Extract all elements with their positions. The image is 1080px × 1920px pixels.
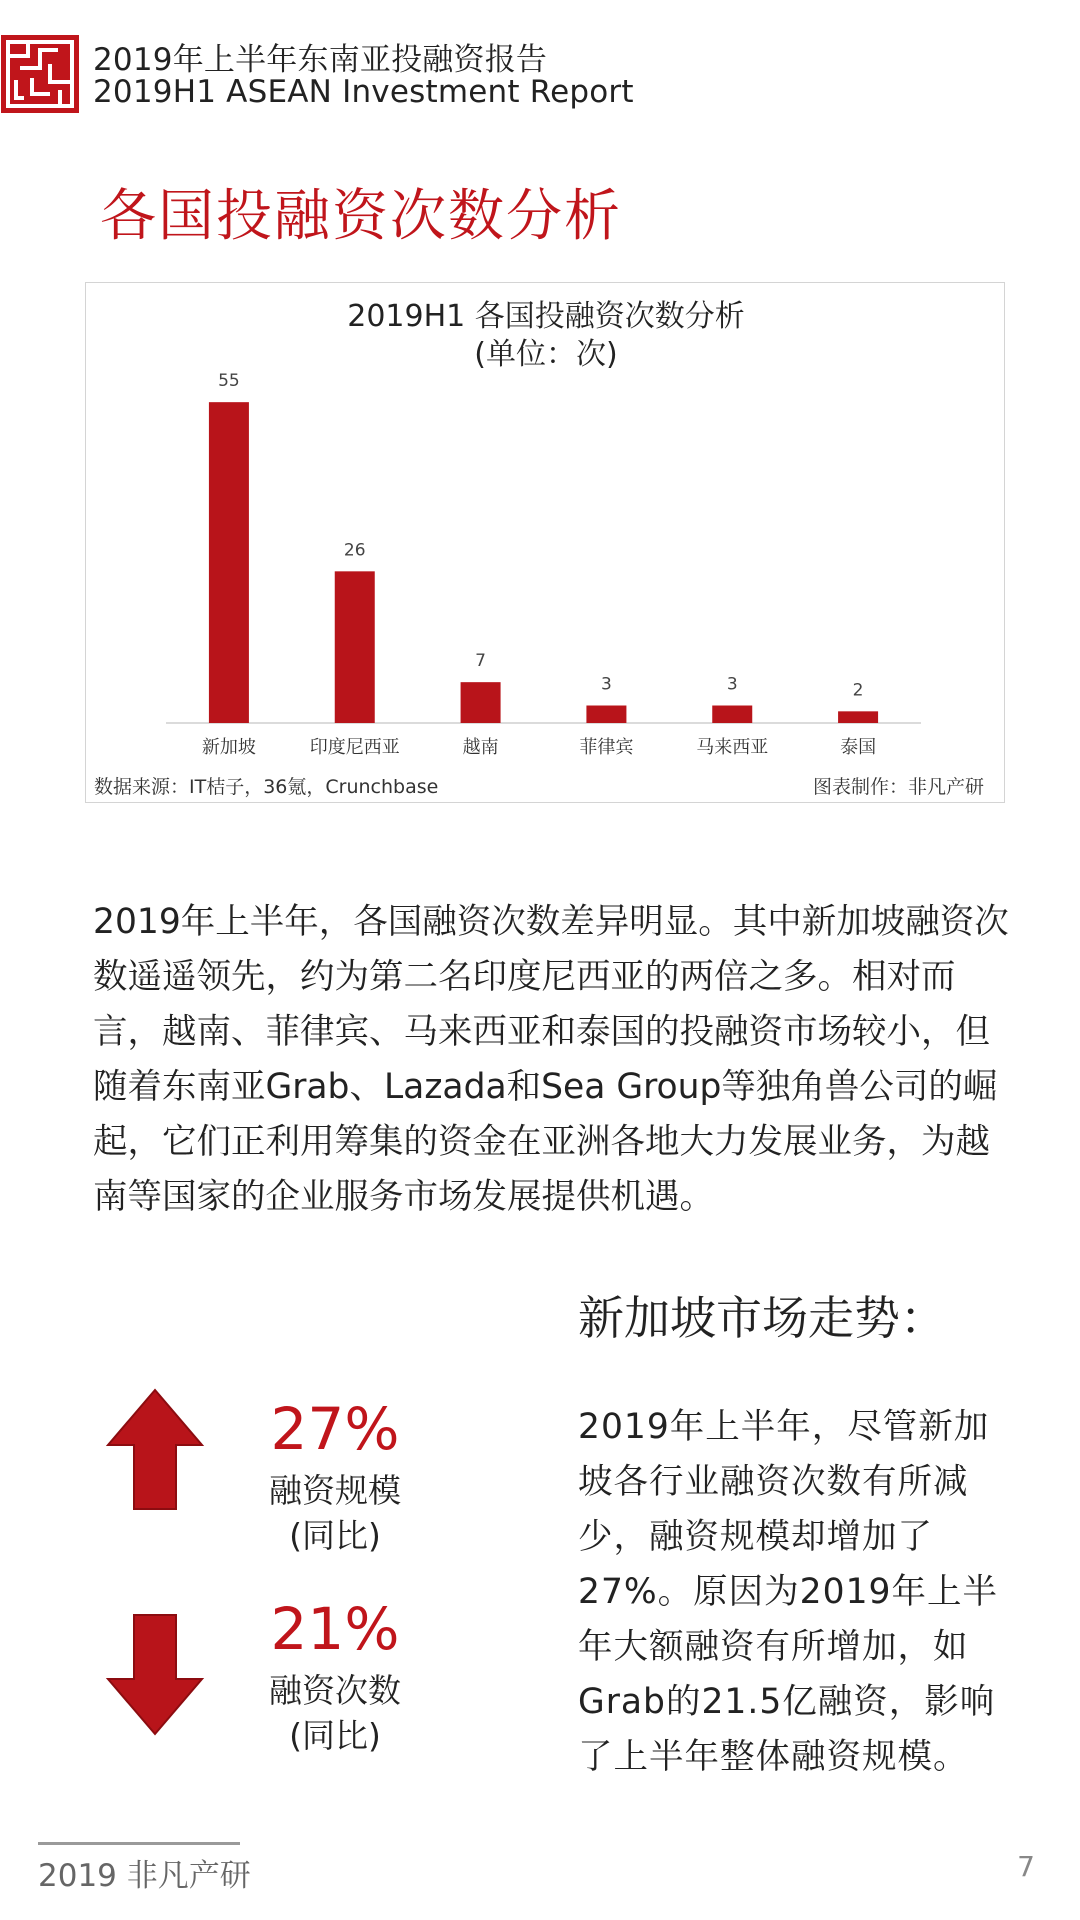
bar-3	[586, 706, 626, 724]
stat-funding-count-value: 21%	[270, 1595, 400, 1663]
arrow-up-icon	[105, 1387, 205, 1512]
data-label-5: 2	[852, 680, 864, 701]
category-label-4: 马来西亚	[696, 737, 769, 758]
chart-credit: 图表制作：非凡产研	[812, 776, 984, 798]
category-label-1: 印度尼西亚	[309, 737, 400, 758]
chart-subtitle: (单位：次)	[474, 337, 618, 372]
footer-divider	[38, 1842, 240, 1845]
report-title-en: 2019H1 ASEAN Investment Report	[93, 74, 634, 110]
stat-funding-count-sub: (同比)	[289, 1716, 381, 1755]
analysis-paragraph: 2019年上半年，各国融资次数差异明显。其中新加坡融资次数遥遥领先，约为第二名印度尼西亚的两倍之多。相对而言，越南、菲律宾、马来西亚和泰国的投融资市场较小，但随着东南亚Grab、Lazada和Sea Group等独角兽公司的崛起，它们正利用筹集的资金在亚洲各地大力发展业务，为越南等国家的企业服务市场发展提供机遇。	[93, 902, 1009, 1217]
category-label-2: 越南	[462, 737, 499, 758]
singapore-heading: 新加坡市场走势：	[578, 1291, 946, 1345]
chart-source: 数据来源：IT桔子，36氪，Crunchbase	[94, 776, 439, 798]
bar-1	[335, 571, 375, 723]
brand-logo-icon	[0, 34, 80, 114]
footer-text: 2019 非凡产研	[38, 1858, 251, 1894]
bar-4	[712, 706, 752, 724]
stat-funding-scale-label: 融资规模	[269, 1471, 401, 1510]
stat-funding-scale-sub: (同比)	[289, 1516, 381, 1555]
stat-funding-count-label: 融资次数	[269, 1671, 401, 1710]
bar-0	[209, 402, 249, 723]
report-title-cn: 2019年上半年东南亚投融资报告	[93, 42, 548, 78]
stat-funding-scale-value: 27%	[270, 1395, 400, 1463]
arrow-down-icon	[105, 1612, 205, 1737]
category-label-5: 泰国	[840, 737, 877, 758]
chart-title: 2019H1 各国投融资次数分析	[347, 299, 745, 334]
data-label-0: 55	[218, 371, 240, 392]
data-label-3: 3	[601, 674, 612, 695]
bar-5	[838, 711, 878, 723]
page-title: 各国投融资次数分析	[100, 184, 622, 249]
data-label-1: 26	[343, 540, 366, 561]
bar-chart	[85, 282, 1005, 803]
singapore-text: 2019年上半年，尽管新加坡各行业融资次数有所减少，融资规模却增加了27%。原因为2019年上半年大额融资有所增加，如Grab的21.5亿融资，影响了上半年整体融资规模。	[578, 1407, 998, 1777]
data-label-4: 3	[726, 674, 738, 695]
category-label-0: 新加坡	[201, 737, 256, 758]
page-number: 7	[1017, 1850, 1035, 1883]
data-label-2: 7	[475, 651, 486, 672]
category-label-3: 菲律宾	[579, 737, 634, 758]
bar-2	[461, 682, 501, 723]
